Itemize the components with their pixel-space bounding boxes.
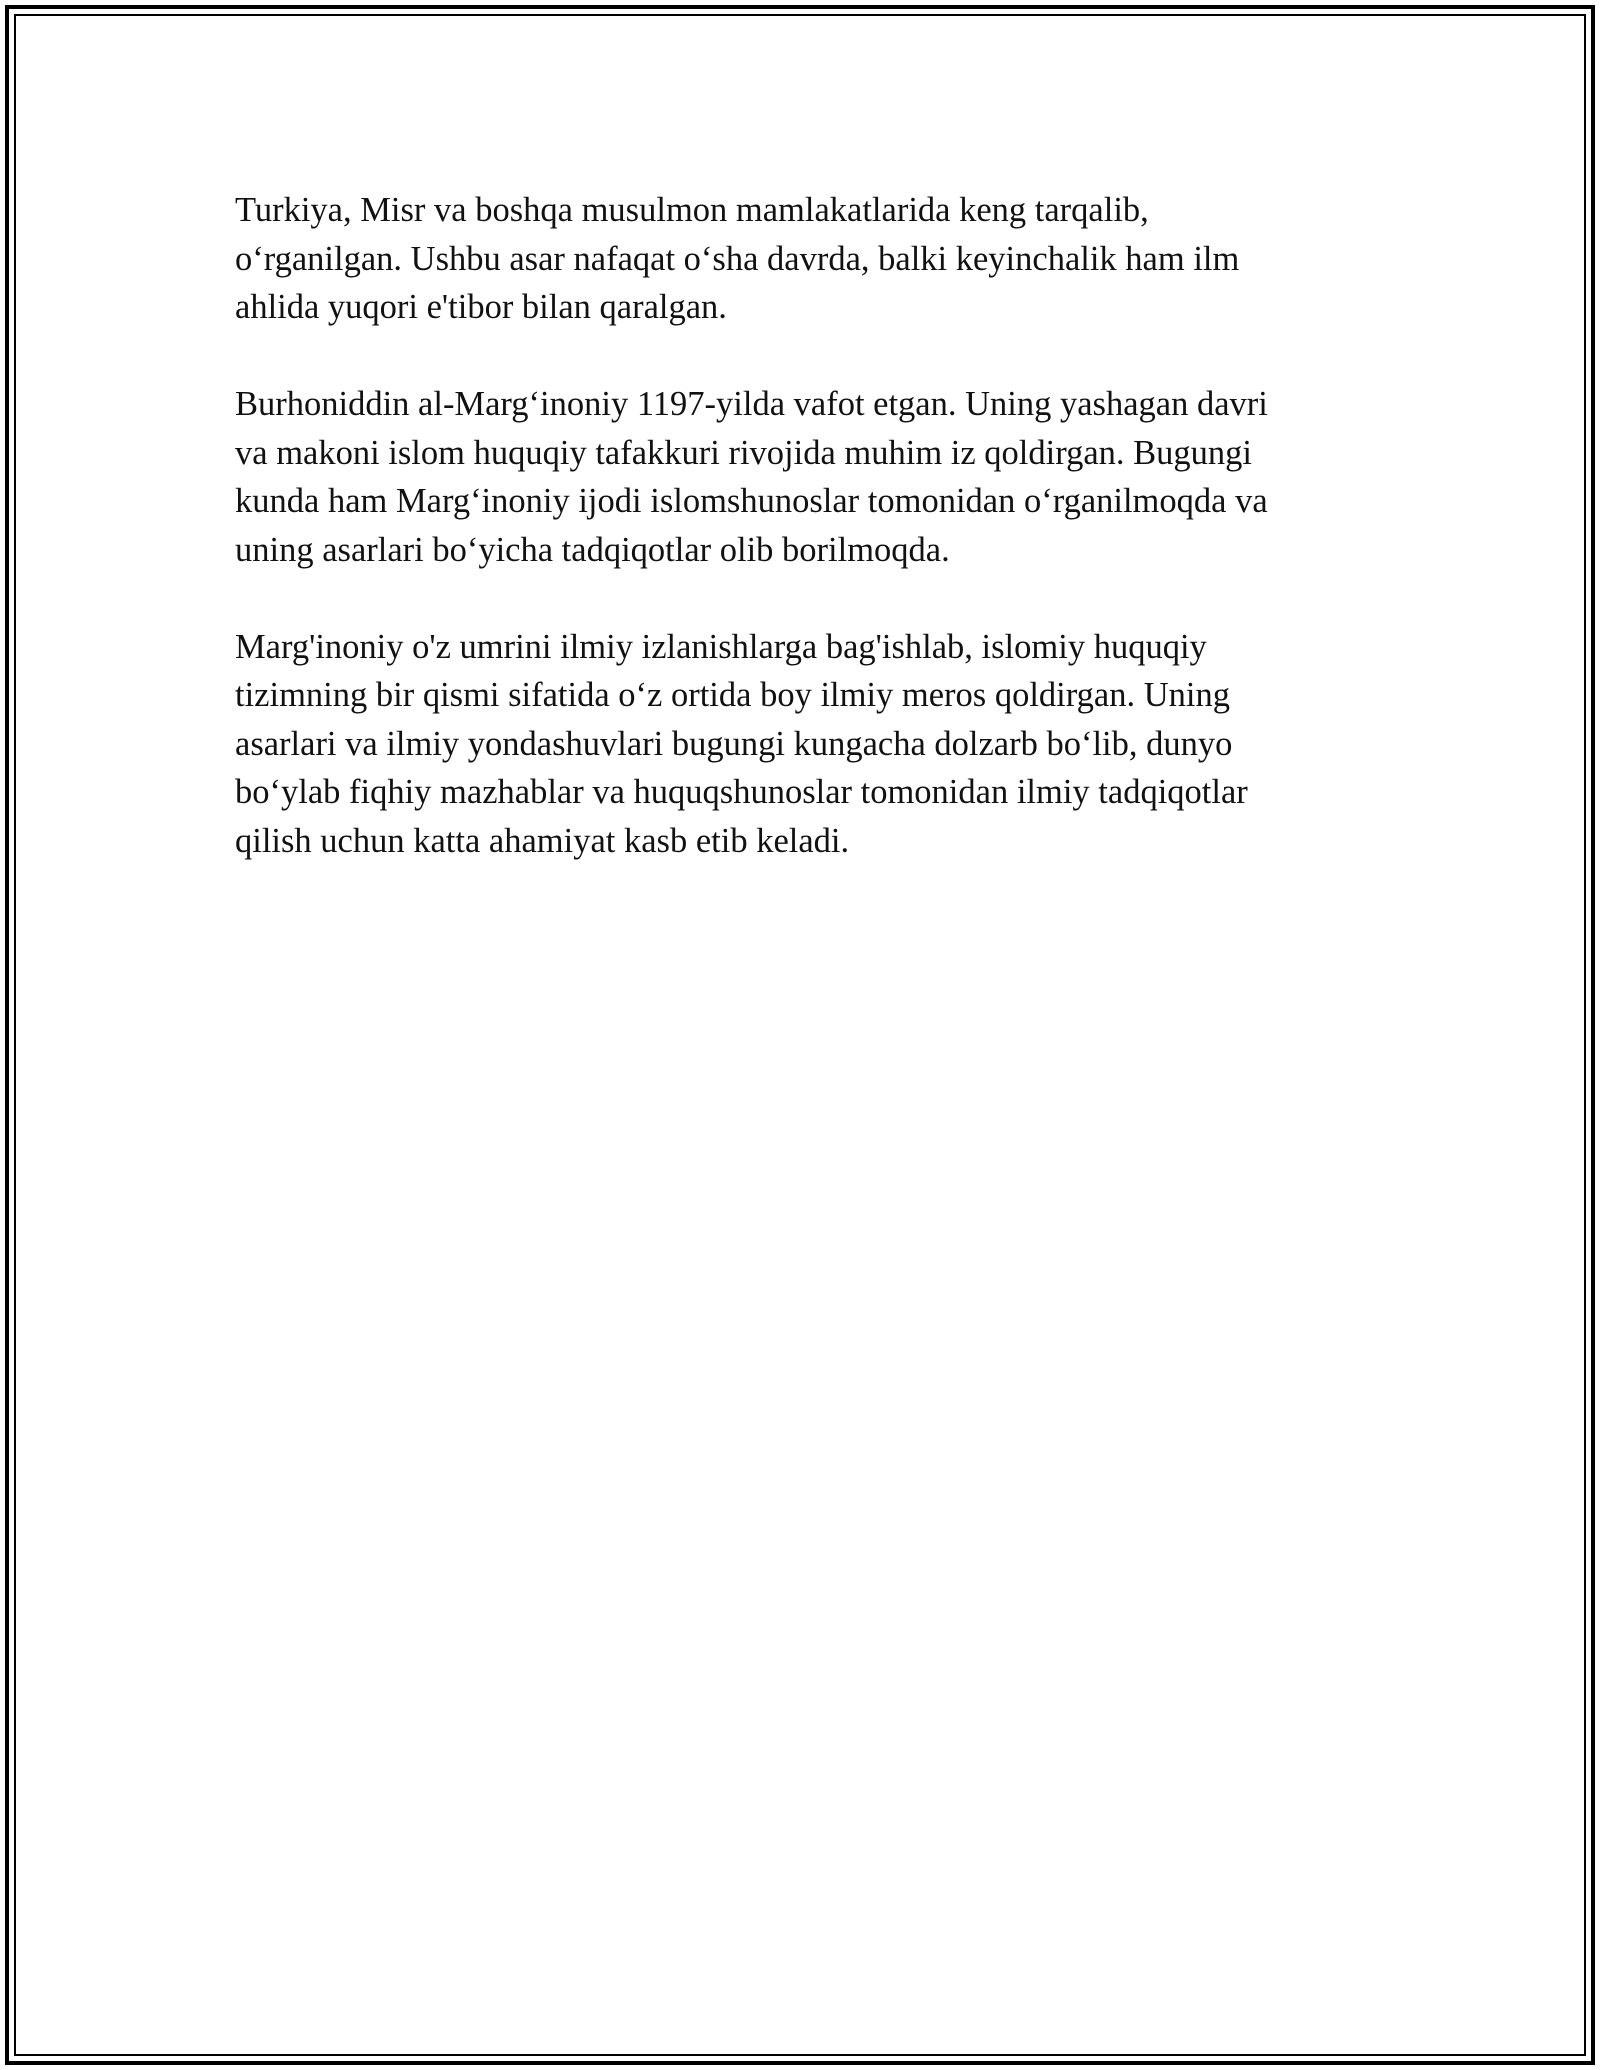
paragraph-1: Turkiya, Misr va boshqa musulmon mamlakatlarida keng tarqalib, o‘rganilgan. Ushbu asar nafaqat o‘sha davrda, balki keyinchalik ham ilm ahlida yuqori e'tibor bilan qaralgan. [235,191,1240,326]
paragraph-3: Marg'inoniy o'z umrini ilmiy izlanishlarga bag'ishlab, islomiy huquqiy tizimning bir qismi sifatida o‘z ortida boy ilmiy meros qoldirgan. Uning asarlari va ilmiy yondashuvlari bugungi kungacha dolzarb bo‘lib, dunyo bo‘ylab fiqhiy mazhablar va huquqshunoslar tomonidan ilmiy tadqiqotlar qilish uchun katta ahamiyat kasb etib keladi. [235,627,1248,860]
document-body [235,186,1365,914]
paragraph-2: Burhoniddin al-Marg‘inoniy 1197-yilda vafot etgan. Uning yashagan davri va makoni islom huquqiy tafakkuri rivojida muhim iz qoldirgan. Bugungi kunda ham Marg‘inoniy ijodi islomshunoslar tomonidan o‘rganilmoqda va uning asarlari bo‘yicha tadqiqotlar olib borilmoqda. [235,385,1268,569]
